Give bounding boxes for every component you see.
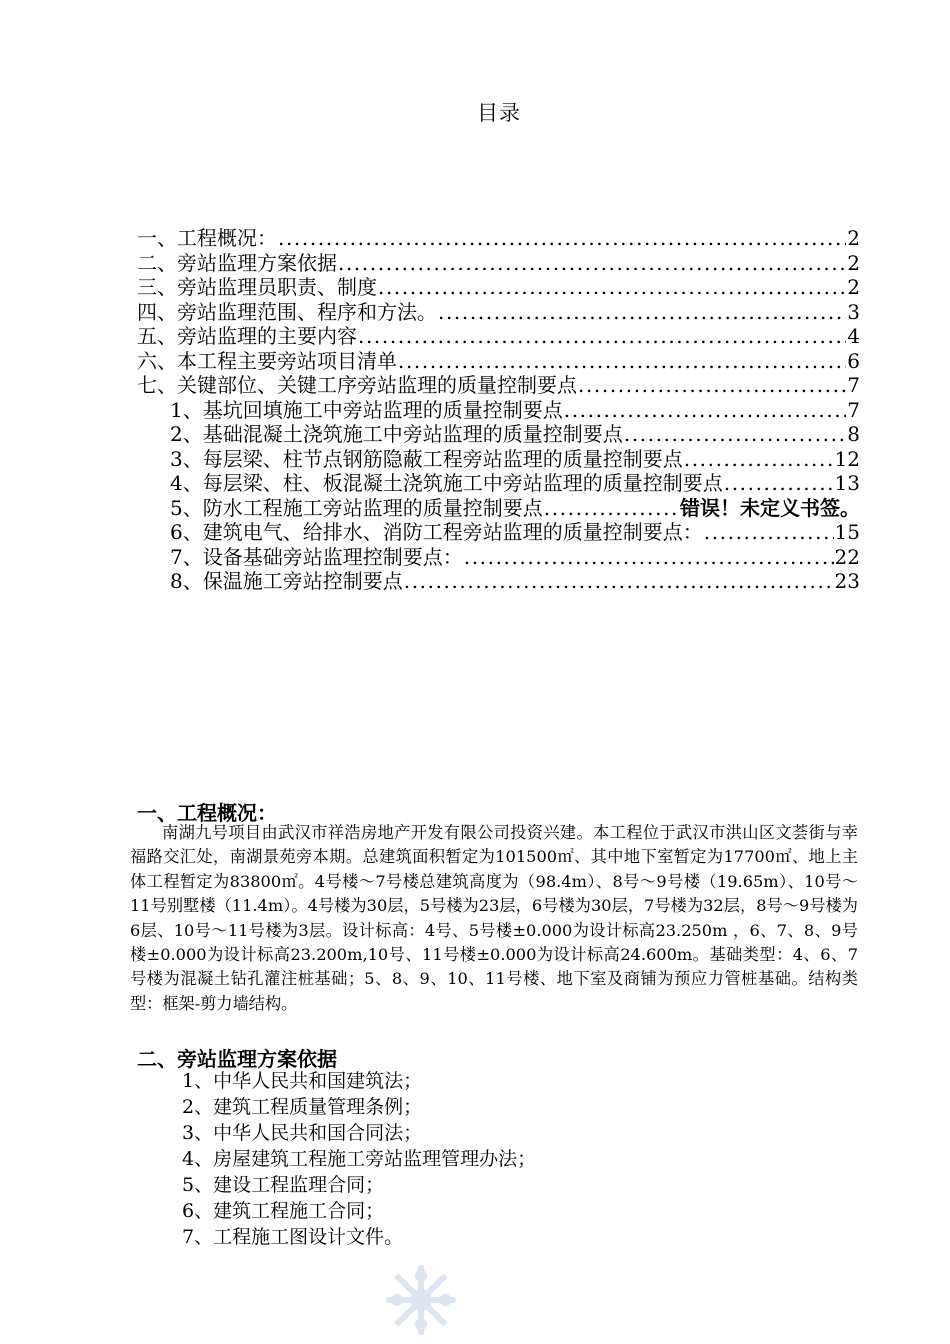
toc-entry[interactable] — [170, 398, 860, 422]
section-heading-basis: 二、旁站监理方案依据 — [137, 1047, 337, 1071]
toc-entry[interactable] — [170, 471, 860, 495]
toc-entry-page: 4 — [847, 324, 860, 348]
toc-dot-leader — [278, 226, 846, 250]
toc-entry[interactable] — [137, 349, 860, 373]
list-item: 2、建筑工程质量管理条例； — [182, 1096, 423, 1118]
toc-entry-page: 22 — [834, 544, 860, 569]
toc-entry[interactable] — [137, 300, 860, 324]
toc-dot-leader — [378, 275, 846, 299]
toc-entry-page: 2 — [847, 250, 860, 275]
toc-dot-leader — [564, 398, 847, 422]
toc-entry-error-text: 错误！未定义书签。 — [680, 495, 860, 520]
toc-entry[interactable] — [170, 422, 860, 446]
toc-entry-page: 2 — [847, 226, 860, 250]
toc-entry[interactable] — [137, 226, 860, 250]
toc-entry[interactable] — [170, 545, 860, 569]
toc-entry-page: 7 — [847, 373, 860, 397]
list-item: 1、中华人民共和国建筑法； — [182, 1070, 423, 1092]
toc-entry[interactable] — [170, 569, 860, 593]
toc-entry-label: 七、关键部位、关键工序旁站监理的质量控制要点 — [137, 373, 577, 397]
toc-entry-label: 6、建筑电气、给排水、消防工程旁站监理的质量控制要点： — [170, 520, 703, 544]
toc-dot-leader — [438, 300, 846, 324]
list-item: 5、建设工程监理合同； — [182, 1174, 385, 1196]
toc-entry[interactable] — [137, 373, 860, 397]
toc-entry-page: 23 — [834, 569, 860, 593]
toc-entry-label: 4、每层梁、柱、板混凝土浇筑施工中旁站监理的质量控制要点 — [170, 471, 723, 495]
toc-entry-label: 8、保温施工旁站控制要点 — [170, 569, 403, 593]
toc-entry[interactable] — [137, 324, 860, 348]
toc-entry-label: 1、基坑回填施工中旁站监理的质量控制要点 — [170, 397, 563, 422]
toc-dot-leader — [578, 373, 846, 397]
list-item: 7、工程施工图设计文件。 — [182, 1226, 404, 1248]
snowflake-watermark-icon — [383, 1262, 459, 1338]
section-body-overview: 南湖九号项目由武汉市祥浩房地产开发有限公司投资兴建。本工程位于武汉市洪山区文荟街与幸福路交汇处，南湖景苑旁本期。总建筑面积暂定为101500㎡、其中地下室暂定为17700㎡、地上主体工程暂定为83800㎡。4号楼～7号楼总建筑高度为（98.4m）、8号～9号楼（19.65m）、10号～11号别墅楼（11.4m）。4号楼为30层，5号楼为23层，6号楼为30层，7号楼为32层，8号～9号楼为6层、10号～11号楼为3层。设计标高：4号、5号楼±0.000为设计标高23.250m ，6、7、8、9号楼±0.000为设计标高23.200m,10号、11号楼±0.000为设计标高24.600m。基础类型：4、6、7号楼为混凝土钻孔灌注桩基础；5、8、9、10、11号楼、地下室及商铺为预应力管桩基础。结构类型：框架-剪力墙结构。 — [130, 823, 858, 1013]
toc-entry-label: 7、设备基础旁站监理控制要点： — [170, 544, 463, 569]
toc-dot-leader — [464, 545, 834, 569]
toc-entry-page: 7 — [847, 397, 860, 422]
toc-entry-label: 二、旁站监理方案依据 — [137, 250, 337, 275]
toc-dot-leader — [624, 422, 847, 446]
toc-dot-leader — [724, 471, 834, 495]
toc-title: 目录 — [477, 101, 521, 125]
toc-entry-page: 3 — [847, 299, 860, 324]
toc-entry[interactable] — [137, 251, 860, 275]
toc-entry-label: 2、基础混凝土浇筑施工中旁站监理的质量控制要点 — [170, 422, 623, 446]
toc-dot-leader — [358, 324, 846, 348]
toc-entry-page: 12 — [834, 446, 860, 471]
toc-entry[interactable] — [170, 496, 860, 520]
toc-dot-leader — [544, 496, 679, 520]
toc-entry-page: 13 — [834, 471, 860, 495]
watermark-shape — [386, 1265, 456, 1335]
toc-entry-label: 六、本工程主要旁站项目清单 — [137, 348, 397, 373]
toc-entry-page: 6 — [847, 348, 860, 373]
toc-entry-page: 8 — [847, 422, 860, 446]
toc-dot-leader — [404, 569, 834, 593]
toc-dot-leader — [684, 447, 834, 471]
toc-dot-leader — [338, 251, 846, 275]
toc-dot-leader — [704, 520, 834, 544]
toc-entry-label: 3、每层梁、柱节点钢筋隐蔽工程旁站监理的质量控制要点 — [170, 446, 683, 471]
toc-entry-label: 5、防水工程施工旁站监理的质量控制要点 — [170, 495, 543, 520]
toc-entry-page: 2 — [847, 275, 860, 299]
list-item: 3、中华人民共和国合同法； — [182, 1122, 423, 1144]
list-item: 6、建筑工程施工合同； — [182, 1200, 385, 1222]
toc-entry-page: 15 — [834, 520, 860, 544]
toc-entry[interactable] — [170, 447, 860, 471]
toc-entry[interactable] — [170, 520, 860, 544]
toc-entry-label: 五、旁站监理的主要内容 — [137, 324, 357, 348]
toc-entry[interactable] — [137, 275, 860, 299]
toc-entry-label: 四、旁站监理范围、程序和方法。 — [137, 299, 437, 324]
list-item: 4、房屋建筑工程施工旁站监理管理办法； — [182, 1148, 537, 1170]
toc-entry-label: 一、工程概况： — [137, 226, 277, 250]
toc-entry-label: 三、旁站监理员职责、制度 — [137, 275, 377, 299]
toc-dot-leader — [398, 349, 846, 373]
section-heading-overview: 一、工程概况： — [137, 801, 277, 825]
